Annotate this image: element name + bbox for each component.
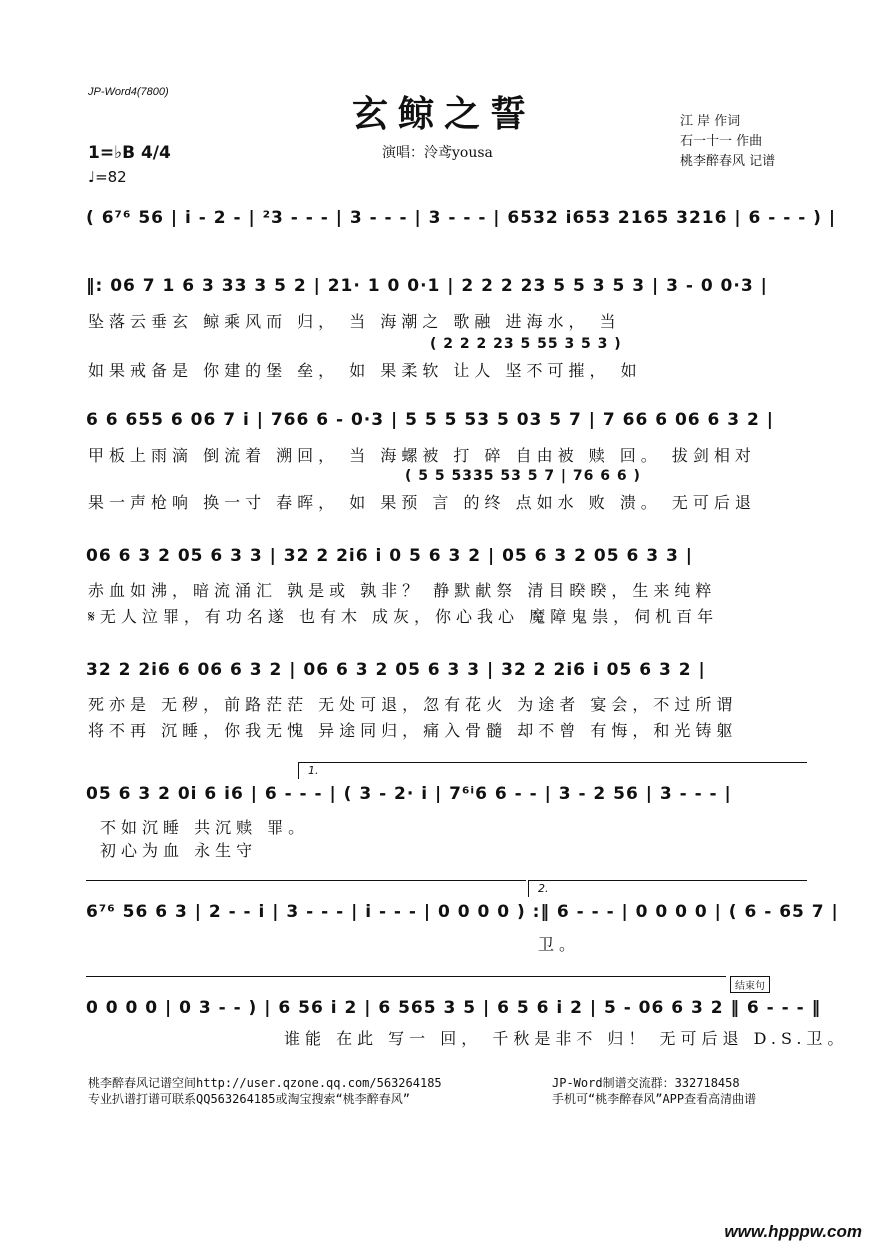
system-3-lyric-2: 果一声枪响 换一寸 春晖， 如 果预 言 的终 点如水 败 溃。 无可后退 [88, 493, 756, 512]
system-2-notes: ‖: 06 7 1 6 3 33 3 5 2 | 21· 1 0 0·1 | 2 2 2 23 5 5 3 5 3 | 3 - 0 0·3 | [86, 276, 768, 296]
volta-bracket-2 [528, 880, 807, 897]
singer-credit: 演唱：泠鸢yousa [382, 145, 493, 161]
ending-bracket-line [86, 976, 726, 977]
system-5-lyric-2: 将不再 沉睡，你我无愧 异途同归，痛入骨髓 却不曾 有悔，和光铸躯 [88, 721, 738, 740]
volta-bracket-line [86, 880, 526, 881]
lyricist-credit: 江 岸 作词 [680, 114, 741, 129]
system-3-notes: 6 6 655 6 06 7 i | 766 6 - 0·3 | 5 5 5 53 5 03 5 7 | 7 66 6 06 6 3 2 | [86, 410, 774, 430]
ending-label: 结束句 [730, 976, 770, 993]
system-3-paren: ( 5 5 5335 53 5 7 | 76 6 6 ) [405, 468, 641, 484]
system-7-lyric-1: 卫。 [538, 935, 581, 954]
site-watermark: www.hpppw.com [724, 1222, 862, 1241]
system-6-notes: 05 6 3 2 0i 6 i6 | 6 - - - | ( 3 - 2· i | 7⁶ⁱ6 6 - - | 3 - 2 56 | 3 - - - | [86, 784, 732, 804]
tempo-marking: ♩=82 [88, 168, 127, 186]
software-label: JP-Word4(7800) [88, 86, 169, 98]
footer-left-1: 桃李醉春风记谱空间http://user.qzone.qq.com/563264185 [88, 1076, 442, 1090]
song-title: 玄鲸之誓 [351, 93, 536, 135]
system-2-lyric-1: 坠落云垂玄 鲸乘风而 归， 当 海潮之 歌融 进海水， 当 [88, 312, 621, 331]
system-6-lyric-2: 初心为血 永生守 [100, 841, 258, 860]
volta-2-label: 2. [538, 882, 549, 895]
system-5-notes: 32 2 2i6 6 06 6 3 2 | 06 6 3 2 05 6 3 3 | 32 2 2i6 i 05 6 3 2 | [86, 660, 706, 680]
footer-left-2: 专业扒谱打谱可联系QQ563264185或淘宝搜索“桃李醉春风” [88, 1092, 410, 1106]
system-2-lyric-2: 如果戒备是 你建的堡 垒， 如 果柔软 让人 坚不可摧， 如 [88, 361, 642, 380]
key-signature: 1=♭B 4/4 [88, 143, 171, 163]
system-6-lyric-1: 不如沉睡 共沉赎 罪。 [100, 818, 310, 837]
system-4-notes: 06 6 3 2 05 6 3 3 | 32 2 2i6 i 0 5 6 3 2 | 05 6 3 2 05 6 3 3 | [86, 546, 693, 566]
system-5-lyric-1: 死亦是 无秽，前路茫茫 无处可退，忽有花火 为途者 宴会，不过所谓 [88, 695, 738, 714]
system-4-lyric-1: 赤血如沸，暗流涌汇 孰是或 孰非？ 静默献祭 清目睽睽，生来纯粹 [88, 581, 717, 600]
footer-right-1: JP-Word制谱交流群：332718458 [552, 1076, 740, 1090]
credits-block [680, 112, 775, 172]
volta-bracket-1 [298, 762, 807, 779]
system-4-lyric-2: 𝄋无人泣罪，有功名遂 也有木 成灰，你心我心 魔障鬼祟，伺机百年 [88, 607, 719, 626]
system-7-notes: 6⁷⁶ 56 6 3 | 2 - - i | 3 - - - | i - - - | 0 0 0 0 ) :‖ 6 - - - | 0 0 0 0 | ( 6 - 65 7 | [86, 902, 839, 922]
transcriber-credit: 桃李醉春风 记谱 [680, 154, 776, 169]
system-8-lyric-1: 谁能 在此 写一 回， 千秋是非不 归！ 无可后退 D.S.卫。 [284, 1029, 849, 1048]
composer-credit: 石一十一 作曲 [680, 134, 763, 149]
system-8-notes: 0 0 0 0 | 0 3 - - ) | 6 56 i 2 | 6 565 3 5 | 6 5 6 i 2 | 5 - 06 6 3 2 ‖ 6 - - - ‖ [86, 998, 822, 1018]
system-1-notes: ( 6⁷⁶ 56 | i - 2 - | ²3 - - - | 3 - - - | 3 - - - | 6532 i653 2165 3216 | 6 - - - ) | [86, 208, 837, 228]
volta-1-label: 1. [308, 764, 319, 777]
footer-right-2: 手机可“桃李醉春风”APP查看高清曲谱 [552, 1092, 757, 1106]
system-3-lyric-1: 甲板上雨滴 倒流着 溯回， 当 海螺被 打 碎 自由被 赎 回。 拔剑相对 [88, 446, 756, 465]
system-2-paren: ( 2 2 2 23 5 55 3 5 3 ) [430, 336, 622, 352]
